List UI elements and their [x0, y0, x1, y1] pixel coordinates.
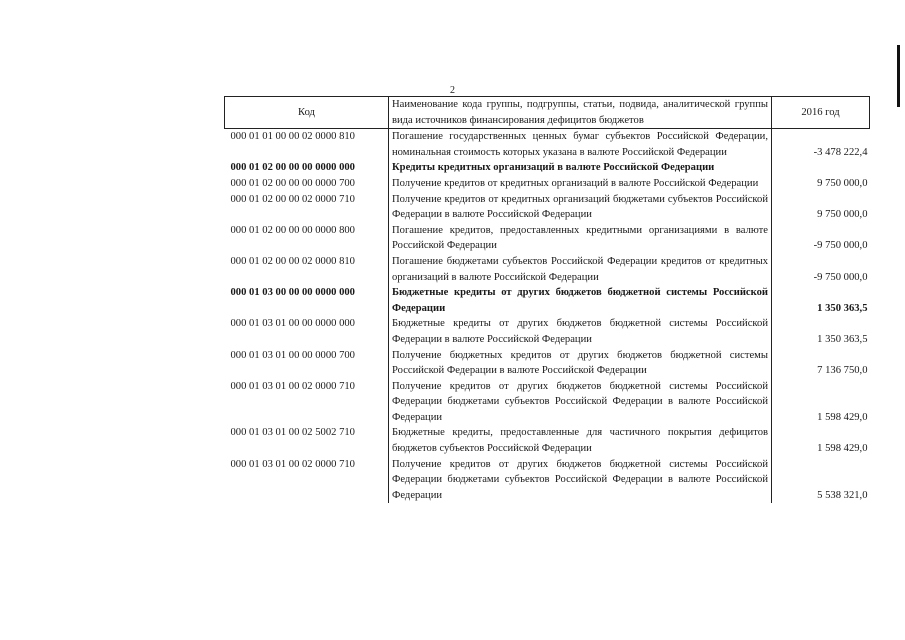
table-row: [225, 176, 870, 192]
table-row: [225, 254, 870, 285]
code-cell: 000 01 03 00 00 00 0000 000: [230, 287, 355, 299]
value-cell: 1 598 429,0: [817, 443, 868, 455]
table-row: [225, 192, 870, 223]
name-cell: Бюджетные кредиты, предоставленные для частичного покрытия дефицитов бюджетов субъектов Российской Федерации: [389, 425, 772, 456]
name-cell: Получение кредитов от других бюджетов бюджетной системы Российской Федерации бюджетами субъектов Российской Федерации в валюте Российской Федерации: [389, 457, 772, 504]
value-cell: 7 136 750,0: [817, 365, 868, 377]
financing-sources-table: [224, 96, 870, 503]
value-cell: 1 350 363,5: [817, 302, 868, 314]
name-cell: Кредиты кредитных организаций в валюте Российской Федерации: [389, 160, 772, 176]
header-name: Наименование кода группы, подгруппы, статьи, подвида, аналитической группы вида источников финансирования дефицитов бюджетов: [389, 97, 772, 129]
table-row: [225, 129, 870, 161]
table-body: [225, 129, 870, 504]
table-row: [225, 457, 870, 504]
value-cell: 9 750 000,0: [817, 177, 868, 189]
name-cell: Бюджетные кредиты от других бюджетов бюджетной системы Российской Федерации: [389, 285, 772, 316]
code-cell: 000 01 03 01 00 00 0000 700: [230, 349, 355, 361]
code-cell: 000 01 02 00 00 00 0000 700: [230, 177, 355, 189]
code-cell: 000 01 03 01 00 00 0000 000: [230, 318, 355, 330]
table-header-row: [225, 97, 870, 129]
value-cell: -9 750 000,0: [813, 240, 868, 252]
header-year: 2016 год: [772, 97, 870, 129]
code-cell: 000 01 03 01 00 02 5002 710: [230, 427, 355, 439]
table-row: [225, 425, 870, 456]
name-cell: Получение кредитов от кредитных организаций в валюте Российской Федерации: [389, 176, 772, 192]
value-cell: -9 750 000,0: [813, 271, 868, 283]
code-cell: 000 01 02 00 00 02 0000 810: [230, 255, 355, 267]
name-cell: Погашение кредитов, предоставленных кредитными организациями в валюте Российской Федерации: [389, 223, 772, 254]
page-number: 2: [450, 85, 455, 96]
value-cell: [772, 160, 870, 176]
table-row: [225, 348, 870, 379]
value-cell: 9 750 000,0: [817, 209, 868, 221]
code-cell: 000 01 02 00 00 02 0000 710: [230, 193, 355, 205]
header-code: Код: [225, 97, 389, 129]
name-cell: Получение кредитов от кредитных организаций бюджетами субъектов Российской Федерации в валюте Российской Федерации: [389, 192, 772, 223]
value-cell: 5 538 321,0: [817, 489, 868, 501]
code-cell: 000 01 03 01 00 02 0000 710: [230, 380, 355, 392]
code-cell: 000 01 01 00 00 02 0000 810: [230, 131, 355, 143]
value-cell: -3 478 222,4: [813, 146, 868, 158]
code-cell: 000 01 02 00 00 00 0000 800: [230, 224, 355, 236]
table-row: [225, 285, 870, 316]
name-cell: Получение кредитов от других бюджетов бюджетной системы Российской Федерации бюджетами субъектов Российской Федерации в валюте Российской Федерации: [389, 379, 772, 426]
code-cell: 000 01 03 01 00 02 0000 710: [230, 458, 355, 470]
table-row: [225, 223, 870, 254]
table-row: [225, 379, 870, 426]
table-row: [225, 160, 870, 176]
name-cell: Погашение бюджетами субъектов Российской Федерации кредитов от кредитных организаций в валюте Российской Федерации: [389, 254, 772, 285]
name-cell: Получение бюджетных кредитов от других бюджетов бюджетной системы Российской Федерации в валюте Российской Федерации: [389, 348, 772, 379]
value-cell: 1 350 363,5: [817, 333, 868, 345]
value-cell: 1 598 429,0: [817, 411, 868, 423]
scan-edge-mark: [897, 45, 900, 107]
name-cell: Погашение государственных ценных бумаг субъектов Российской Федерации, номинальная стоимость которых указана в валюте Российской Федерации: [389, 129, 772, 161]
table-row: [225, 316, 870, 347]
code-cell: 000 01 02 00 00 00 0000 000: [230, 162, 355, 174]
name-cell: Бюджетные кредиты от других бюджетов бюджетной системы Российской Федерации в валюте Российской Федерации: [389, 316, 772, 347]
